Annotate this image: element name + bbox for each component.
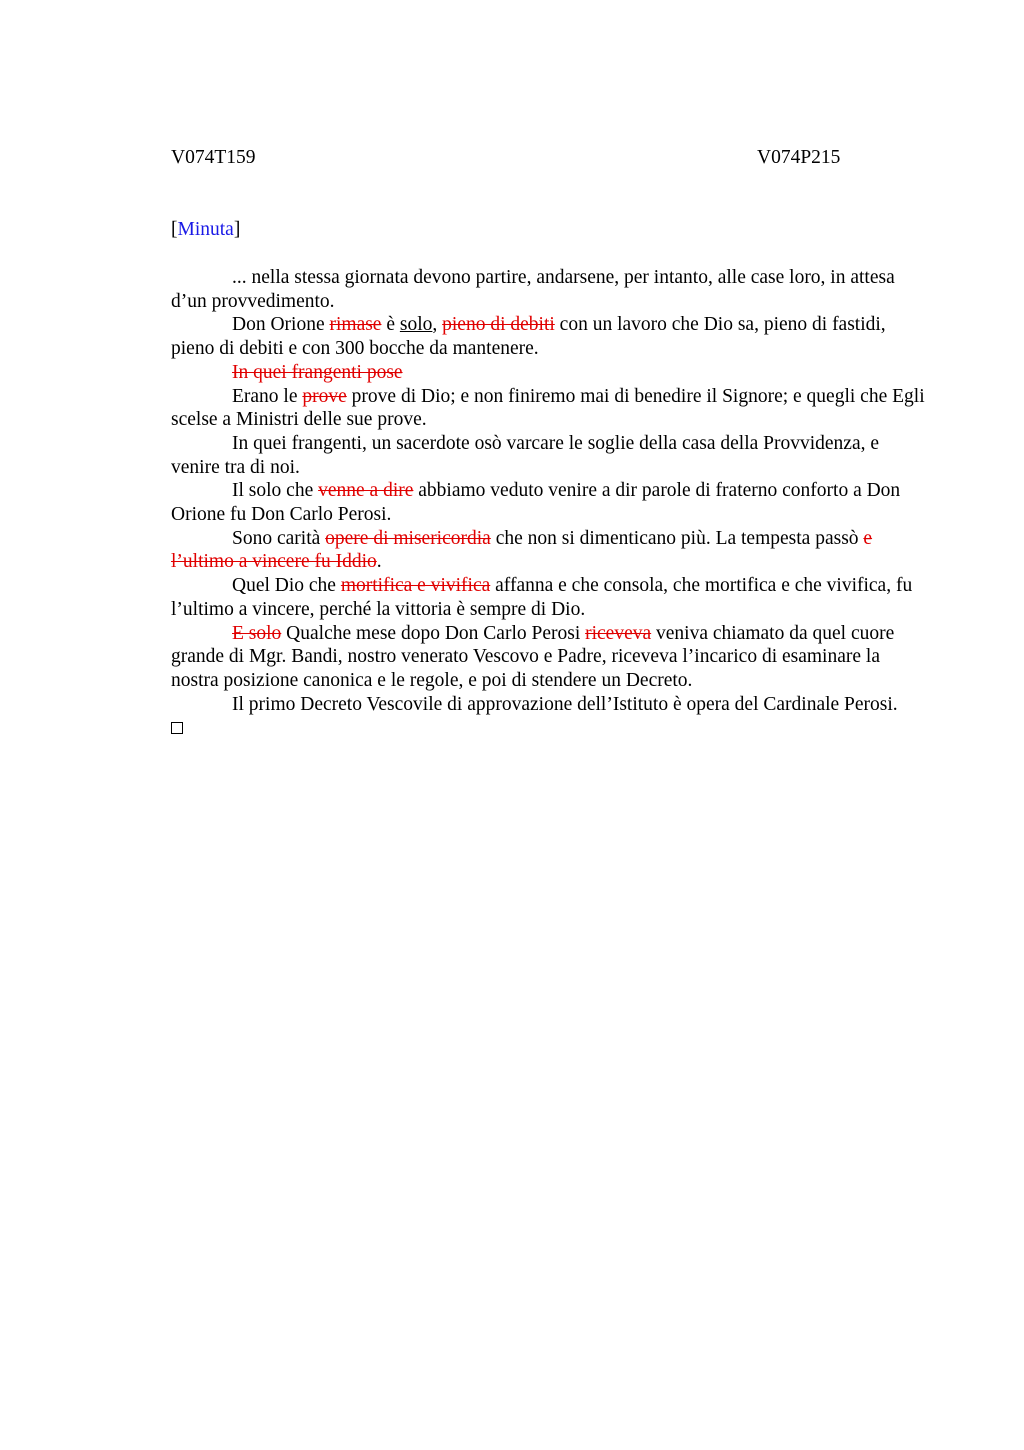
text-run: , <box>432 314 443 336</box>
text-run: . <box>376 551 382 573</box>
paragraph-9 <box>171 622 931 693</box>
text-run: affanna e che consola, che mortifica e che vivifica, fu l’ultimo a vincere, perché la vittoria è sempre di Dio. <box>171 575 913 620</box>
text-run: è <box>381 314 400 336</box>
text-run: Quel Dio che <box>232 575 341 597</box>
text-run: Il solo che <box>232 480 319 502</box>
text-run: abbiamo veduto venire a dir parole di fraterno conforto a Don Orione fu Don Carlo Perosi. <box>171 480 901 526</box>
deleted-text: mortifica e vivifica <box>340 575 491 597</box>
end-of-document-box-icon <box>171 722 183 734</box>
document-code-right: V074P215 <box>757 147 841 168</box>
underlined-text: solo <box>399 314 433 336</box>
paragraph-10 <box>171 693 931 717</box>
tag-close-bracket: ] <box>233 219 241 240</box>
paragraph-5 <box>171 432 931 479</box>
text-run: ... nella stessa giornata devono partire, andarsene, per intanto, alle case loro, in attesa d’un provvedimento. <box>171 267 895 312</box>
paragraph-8 <box>171 574 931 621</box>
paragraph-4 <box>171 385 931 432</box>
tag-word: Minuta <box>177 219 234 240</box>
tag-open-bracket: [ <box>171 219 178 240</box>
deleted-text: pieno di debiti <box>442 314 555 336</box>
text-run: prove di Dio; e non finiremo mai di benedire il Signore; e quegli che Egli scelse a Ministri delle sue prove. <box>171 385 925 431</box>
deleted-text: prove <box>302 385 347 407</box>
deleted-text: riceveva <box>585 622 652 644</box>
deleted-text: E solo <box>232 622 282 644</box>
document-code-left: V074T159 <box>171 147 256 168</box>
text-run: In quei frangenti, un sacerdote osò varcare le soglie della casa della Provvidenza, e venire tra di noi. <box>171 432 880 478</box>
text-run: che non si dimenticano più. La tempesta passò <box>490 527 864 549</box>
document-type-tag <box>171 218 240 242</box>
paragraph-6 <box>171 479 931 526</box>
deleted-text: e l’ultimo a vincere fu Iddio <box>171 527 873 573</box>
text-run: Don Orione <box>232 314 330 336</box>
text-run: Il primo Decreto Vescovile di approvazione dell’Istituto è opera del Cardinale Perosi. <box>232 693 898 715</box>
paragraph-2 <box>171 313 931 360</box>
deleted-text: opere di misericordia <box>325 527 491 549</box>
text-run: Sono carità <box>232 527 326 549</box>
paragraph-3 <box>171 361 931 385</box>
letter-body <box>171 266 931 741</box>
paragraph-1 <box>171 266 931 313</box>
deleted-text: rimase <box>329 314 382 336</box>
text-run: con un lavoro che Dio sa, pieno di fastidi, pieno di debiti e con 300 bocche da mantenere. <box>171 314 886 360</box>
text-run: veniva chiamato da quel cuore grande di Mgr. Bandi, nostro venerato Vescovo e Padre, riceveva l’incarico di esaminare la nostra posizione canonica e le regole, e poi di stendere un Decreto. <box>171 622 895 691</box>
text-run: Erano le <box>232 385 303 407</box>
paragraph-7 <box>171 527 931 574</box>
text-run: Qualche mese dopo Don Carlo Perosi <box>281 622 586 644</box>
deleted-text: In quei frangenti pose <box>232 361 403 383</box>
deleted-text: venne a dire <box>318 480 414 502</box>
